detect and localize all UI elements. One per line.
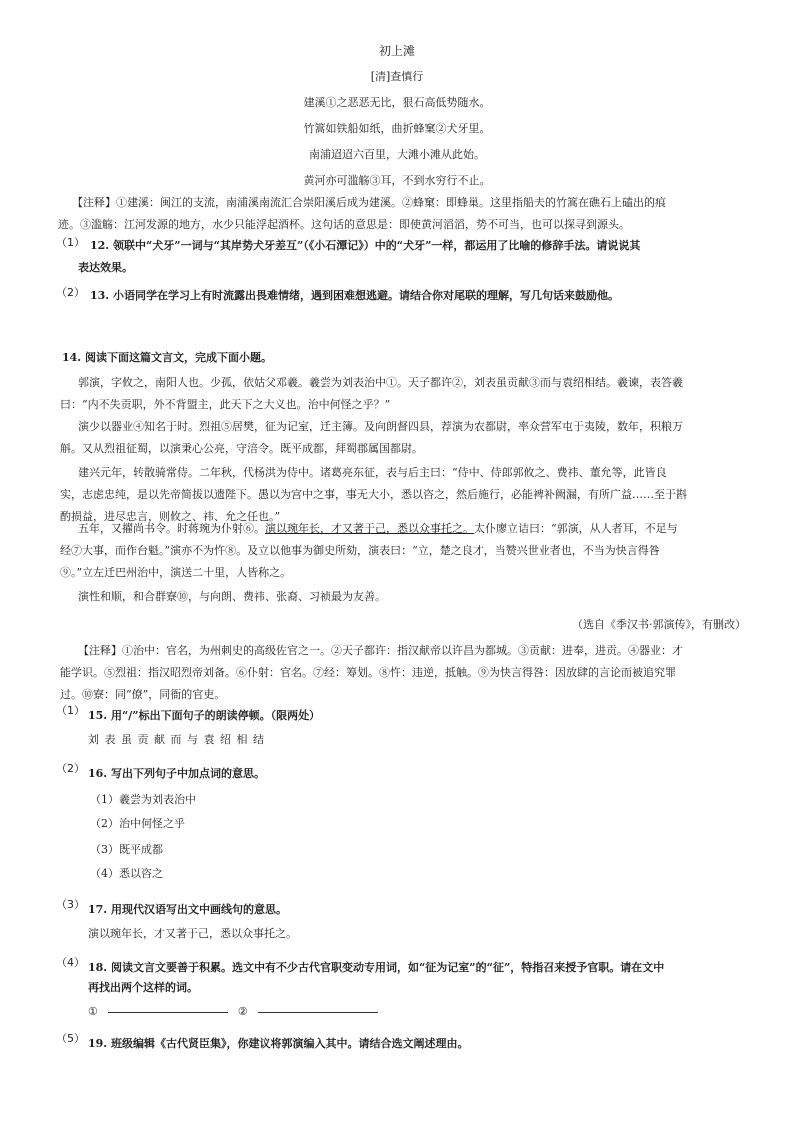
passage-p1-line-1: 郭演，字攸之，南阳人也。少孤，依姑父邓羲。羲尝为刘表治中①。天子都许②，刘表虽贡献③而与袁绍相结。羲谏，表答羲: [78, 376, 683, 389]
passage-p3-line-1: 建兴元年，转散骑常侍。二年秋，代杨洪为侍中。诸葛亮东征，表与后主曰：“侍中、侍郎郭攸之、费祎、董允等，此皆良: [78, 466, 667, 479]
poem-line-4: 黄河亦可滥觞③耳，不到水穷行不止。: [303, 174, 491, 187]
question-13-text: 13. 小语同学在学习上有时流露出畏难情绪，遇到困难想逃避。请结合你对尾联的理解，写几句话来鼓励他。: [90, 289, 619, 302]
question-18-line-1: 18. 阅读文言文要善于积累。选文中有不少古代官职变动专用词，如“征为记室”的“征”，特指召来授予官职。请在文中: [88, 961, 665, 974]
question-19-text: 19. 班级编辑《古代贤臣集》，你建议将郭演编入其中。请结合选文阐述理由。: [88, 1037, 469, 1050]
question-15-text: 15. 用“/”标出下面句子的朗读停顿。（限两处）: [88, 709, 321, 722]
poem-title: 初上滩: [378, 44, 415, 58]
question-17-text: 17. 用现代汉语写出文中画线句的意思。: [88, 903, 287, 916]
passage-p3-line-3: 酌损益，进尽忠言，则攸之、祎、允之任也。”: [60, 510, 281, 523]
passage-p4-line-3: ⑨。”立左迁巴州治中，演送二十里，人皆称之。: [60, 566, 292, 579]
question-16-text: 16. 写出下列句子中加点词的意思。: [88, 767, 265, 780]
passage-p5: 演性和顺，和合群寮⑩，与向朗、费祎、张裔、习祯最为友善。: [78, 590, 386, 603]
poem-note-line-1: 【注释】①建溪：闽江的支流，南浦溪南流汇合崇阳溪后成为建溪。②蜂窠：即蜂巢。这里指船夫的竹篙在礁石上磕出的痕: [72, 196, 666, 209]
passage-p2-line-2: 斛。又从烈祖征蜀，以演秉心公亮，守涪令。既平成都，拜蜀郡属国都尉。: [60, 442, 423, 455]
question-12-line-1: 12. 领联中“犬牙”一词与“其岸势犬牙差互”（《小石潭记》）中的“犬牙”一样，都运用了比喻的修辞手法。请说说其: [90, 239, 641, 252]
poem-line-1: 建溪①之恶恶无比，狠石高低势随水。: [303, 96, 491, 109]
question-17-sentence: 演以琬年长，才又著于己，悉以众事托之。: [88, 927, 297, 940]
passage-p4-line-1: [78, 518, 678, 540]
question-number-17: （3）: [56, 898, 85, 911]
underlined-sentence: 演以琬年长，才又著于己，悉以众事托之。: [265, 522, 474, 535]
passage-note-line-3: 过。⑩寮：同“僚”，同衙的官吏。: [60, 688, 226, 701]
answer-blank-2[interactable]: [258, 1012, 378, 1013]
question-18-line-2: 再找出两个这样的词。: [88, 981, 198, 994]
passage-p3-line-2: 实，志虑忠纯，是以先帝简拔以遗陛下。愚以为宫中之事，事无大小，悉以咨之，然后施行，必能裨补阙漏，有所广益……至于斟: [60, 488, 687, 501]
poem-line-2: 竹篙如铁船如纸，曲折蜂窠②犬牙里。: [303, 122, 491, 135]
question-15-sentence: 刘 表 虽 贡 献 而 与 袁 绍 相 结: [88, 733, 265, 746]
passage-p4-post: 太仆廖立诘曰：“郭演，从人者耳，不足与: [474, 522, 678, 535]
question-16-item-3: （3）既平成都: [90, 843, 163, 856]
question-number-18: （4）: [56, 956, 85, 969]
question-number-1: （1）: [56, 236, 85, 249]
answer-blank-1[interactable]: [108, 1012, 228, 1013]
passage-p4-pre: 五年，又擢尚书令。时蒋琬为仆射⑥。: [78, 522, 265, 535]
passage-note-line-2: 能学识。⑤烈祖：指汉昭烈帝刘备。⑥仆射：官名。⑦经：筹划。⑧忤：违逆，抵触。⑨为快言得咎：因放肆的言论而被追究罪: [60, 666, 676, 679]
question-14-title: 14. 阅读下面这篇文言文，完成下面小题。: [62, 351, 272, 364]
question-16-item-1: （1）羲尝为刘表治中: [90, 793, 196, 806]
question-16-item-4: （4）悉以咨之: [90, 867, 163, 880]
passage-p2-line-1: 演少以器业④知名于时。烈祖⑤居樊，征为记室，迁主簿。及向朗督四县，荐演为农都尉，率众营军屯于夷陵，数年，积粮万: [78, 420, 683, 433]
poem-author: [清]查慎行: [370, 70, 424, 83]
question-number-19: （5）: [56, 1032, 85, 1045]
blank-label-1: ①: [88, 1005, 98, 1018]
question-number-15: （1）: [56, 704, 85, 717]
poem-line-3: 南浦迢迢六百里，大滩小滩从此始。: [309, 148, 485, 161]
poem-note-line-2: 迹。③滥觞：江河发源的地方，水少只能浮起酒杯。这句话的意思是：即使黄河滔滔，势不可当，也可以探寻到源头。: [58, 218, 630, 231]
passage-source: （选自《季汉书·郭演传》，有删改）: [572, 618, 746, 631]
question-12-line-2: 表达效果。: [78, 261, 133, 274]
passage-p4-line-2: 经⑦大事，而作台魁。”演亦不为忤⑧。及立以他事为御史所劾，演表曰：“立，楚之良才，当赞兴世业者也，不当为快言得咎: [60, 544, 660, 557]
passage-p1-line-2: 曰：“内不失贡职，外不背盟主，此天下之大义也。治中何怪之乎？”: [60, 398, 391, 411]
question-16-item-2: （2）治中何怪之乎: [90, 817, 185, 830]
question-number-16: （2）: [56, 762, 85, 775]
blank-label-2: ②: [237, 1005, 248, 1018]
passage-note-line-1: 【注释】①治中：官名，为州刺史的高级佐官之一。②天子都许：指汉献帝以许昌为都城。③贡献：进奉，进贡。④器业：才: [78, 644, 683, 657]
question-18-blanks: [88, 1002, 388, 1022]
question-number-2: （2）: [56, 286, 85, 299]
